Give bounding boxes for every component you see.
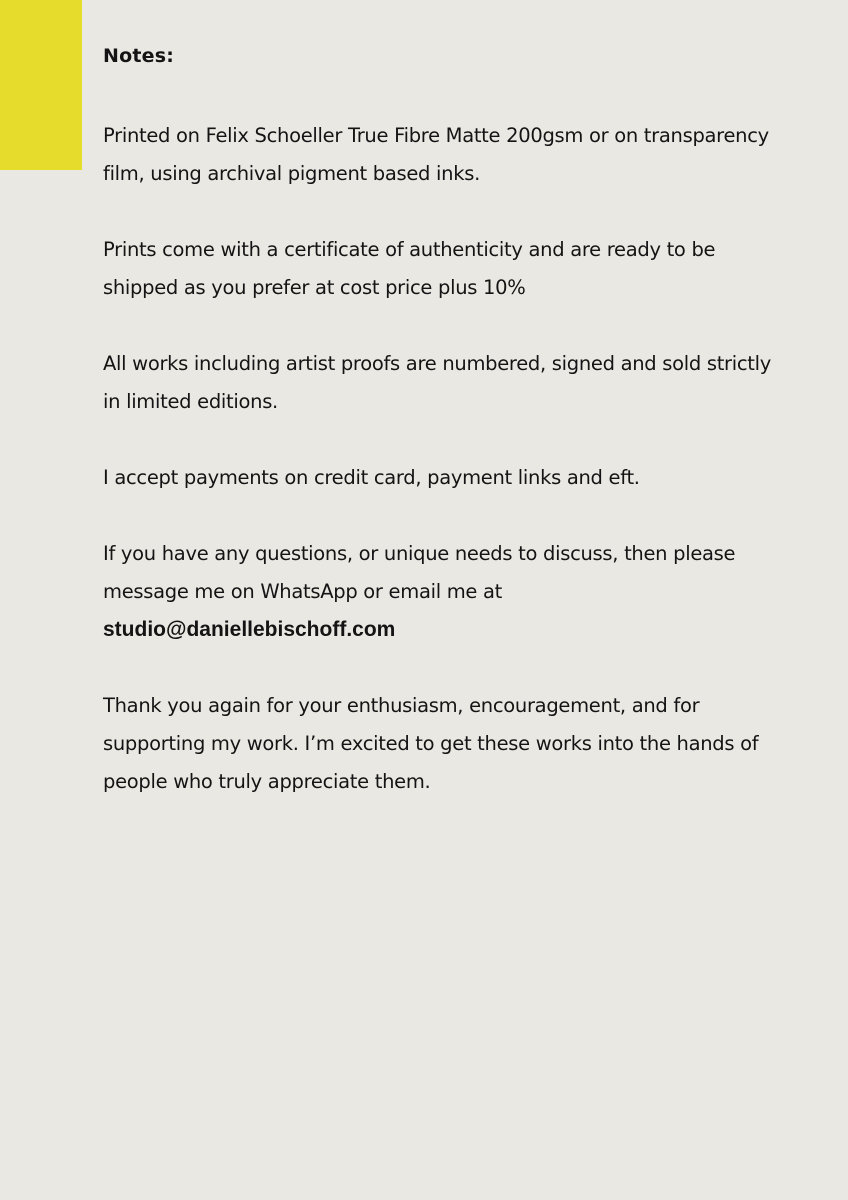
notes-heading: Notes: <box>103 45 175 67</box>
accent-block <box>0 0 82 170</box>
editions-note: All works including artist proofs are numbered, signed and sold strictly in limited editions. <box>103 352 772 413</box>
email-link[interactable]: studio@daniellebischoff.com <box>103 618 396 641</box>
paper-note: Printed on Felix Schoeller True Fibre Matte 200gsm or on transparency film, using archival pigment based inks. <box>103 124 769 185</box>
contact-block <box>103 535 793 649</box>
thank-you-note: Thank you again for your enthusiasm, encouragement, and for supporting my work. I’m excited to get these works into the hands of people who truly appreciate them. <box>103 694 759 793</box>
notes-section <box>103 42 793 801</box>
contact-note: If you have any questions, or unique needs to discuss, then please message me on WhatsApp or email me at <box>103 542 736 603</box>
certificate-note: Prints come with a certificate of authenticity and are ready to be shipped as you prefer at cost price plus 10% <box>103 238 716 299</box>
payments-note: I accept payments on credit card, payment links and eft. <box>103 466 640 489</box>
